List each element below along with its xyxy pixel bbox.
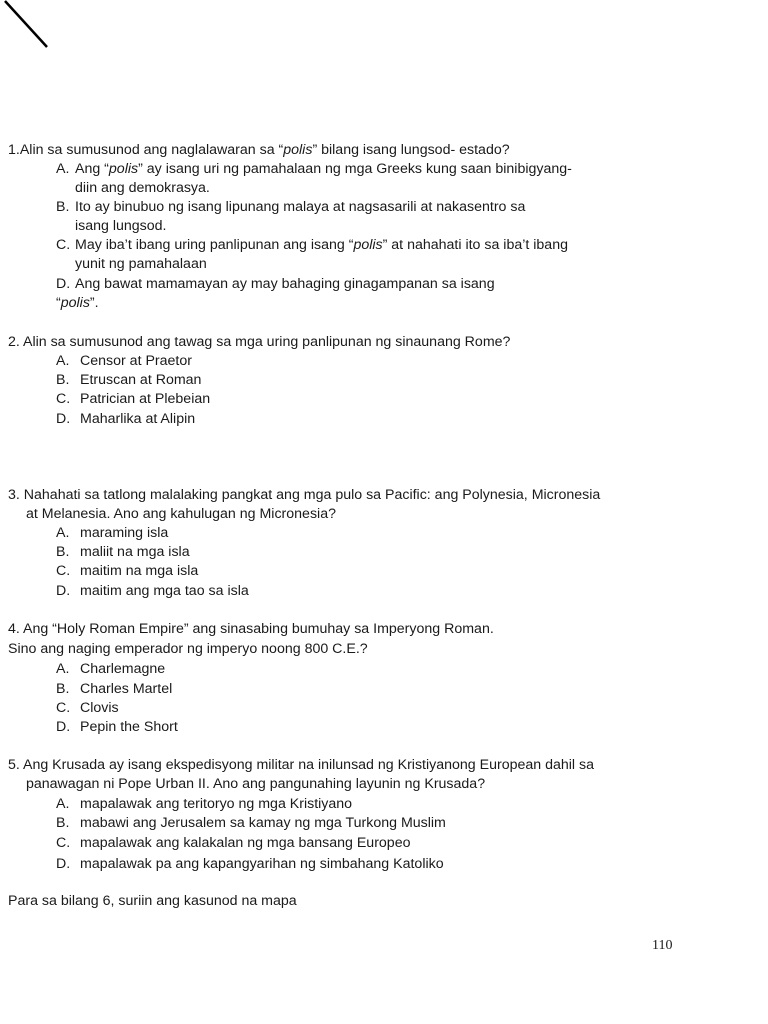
q4-stem-cont: Sino ang naging emperador ng imperyo noong 800 C.E.?	[8, 641, 368, 657]
q5-option-c-letter: C.	[56, 835, 71, 851]
q1-option-b[interactable]: Ito ay binubuo ng isang lipunang malaya at nagsasarili at nakasentro sa	[75, 199, 526, 215]
corner-diagonal-mark	[0, 0, 60, 60]
q4-option-c[interactable]: Clovis	[80, 700, 119, 716]
q4-option-d[interactable]: Pepin the Short	[80, 719, 178, 735]
q4-option-d-letter: D.	[56, 719, 71, 735]
map-instruction: Para sa bilang 6, suriin ang kasunod na mapa	[8, 893, 297, 909]
q1-option-c-letter: C.	[56, 237, 71, 253]
q5-option-b[interactable]: mabawi ang Jerusalem sa kamay ng mga Turkong Muslim	[80, 815, 446, 831]
q5-option-d-letter: D.	[56, 856, 71, 872]
q3-option-d-letter: D.	[56, 583, 71, 599]
q5-option-d[interactable]: mapalawak pa ang kapangyarihan ng simbahang Katoliko	[80, 856, 444, 872]
q1-option-d[interactable]: Ang bawat mamamayan ay may bahaging ginagampanan sa isang	[75, 276, 495, 292]
q2-option-b[interactable]: Etruscan at Roman	[80, 372, 202, 388]
q3-option-d[interactable]: maitim ang mga tao sa isla	[80, 583, 249, 599]
q3-option-c-letter: C.	[56, 563, 71, 579]
q2-option-d-letter: D.	[56, 411, 71, 427]
q2-option-a-letter: A.	[56, 353, 70, 369]
q5-option-b-letter: B.	[56, 815, 70, 831]
q3-option-b[interactable]: maliit na mga isla	[80, 544, 190, 560]
q3-option-a[interactable]: maraming isla	[80, 525, 169, 541]
q2-option-d[interactable]: Maharlika at Alipin	[80, 411, 196, 427]
q2-option-c-letter: C.	[56, 391, 71, 407]
q4-option-a-letter: A.	[56, 661, 70, 677]
q5-stem-cont: panawagan ni Pope Urban II. Ano ang pangunahing layunin ng Krusada?	[26, 776, 486, 792]
q3-stem-cont: at Melanesia. Ano ang kahulugan ng Micronesia?	[26, 506, 336, 522]
q4-stem: 4. Ang “Holy Roman Empire” ang sinasabing bumuhay sa Imperyong Roman.	[8, 621, 494, 637]
q4-option-c-letter: C.	[56, 700, 71, 716]
q1-option-d-cont: “polis”.	[56, 295, 99, 311]
q1-option-c[interactable]: May iba’t ibang uring panlipunan ang isang “polis” at nahahati ito sa iba’t ibang	[75, 237, 568, 253]
q1-option-a-cont: diin ang demokrasya.	[75, 180, 210, 196]
q5-option-a-letter: A.	[56, 796, 70, 812]
q2-option-c[interactable]: Patrician at Plebeian	[80, 391, 211, 407]
q2-option-b-letter: B.	[56, 372, 70, 388]
q1-option-c-cont: yunit ng pamahalaan	[75, 256, 207, 272]
q1-option-a[interactable]: Ang “polis” ay isang uri ng pamahalaan ng mga Greeks kung saan binibigyang-	[75, 161, 572, 177]
q4-option-b-letter: B.	[56, 681, 70, 697]
q3-option-c[interactable]: maitim na mga isla	[80, 563, 199, 579]
q3-option-b-letter: B.	[56, 544, 70, 560]
q4-option-a[interactable]: Charlemagne	[80, 661, 166, 677]
q2-option-a[interactable]: Censor at Praetor	[80, 353, 192, 369]
q1-option-b-letter: B.	[56, 199, 70, 215]
q5-option-a[interactable]: mapalawak ang teritoryo ng mga Kristiyano	[80, 796, 353, 812]
q5-option-c[interactable]: mapalawak ang kalakalan ng mga bansang Europeo	[80, 835, 411, 851]
q1-option-b-cont: isang lungsod.	[75, 218, 167, 234]
q1-option-d-letter: D.	[56, 276, 71, 292]
q5-stem: 5. Ang Krusada ay isang ekspedisyong militar na inilunsad ng Kristiyanong European dahil sa	[8, 757, 594, 773]
page-number: 110	[652, 938, 673, 953]
q3-stem: 3. Nahahati sa tatlong malalaking pangkat ang mga pulo sa Pacific: ang Polynesia, Micronesia	[8, 487, 601, 503]
q3-option-a-letter: A.	[56, 525, 70, 541]
q4-option-b[interactable]: Charles Martel	[80, 681, 173, 697]
q2-stem: 2. Alin sa sumusunod ang tawag sa mga uring panlipunan ng sinaunang Rome?	[8, 334, 511, 350]
q1-option-a-letter: A.	[56, 161, 70, 177]
q1-stem: 1.Alin sa sumusunod ang naglalawaran sa “polis” bilang isang lungsod- estado?	[8, 142, 510, 158]
